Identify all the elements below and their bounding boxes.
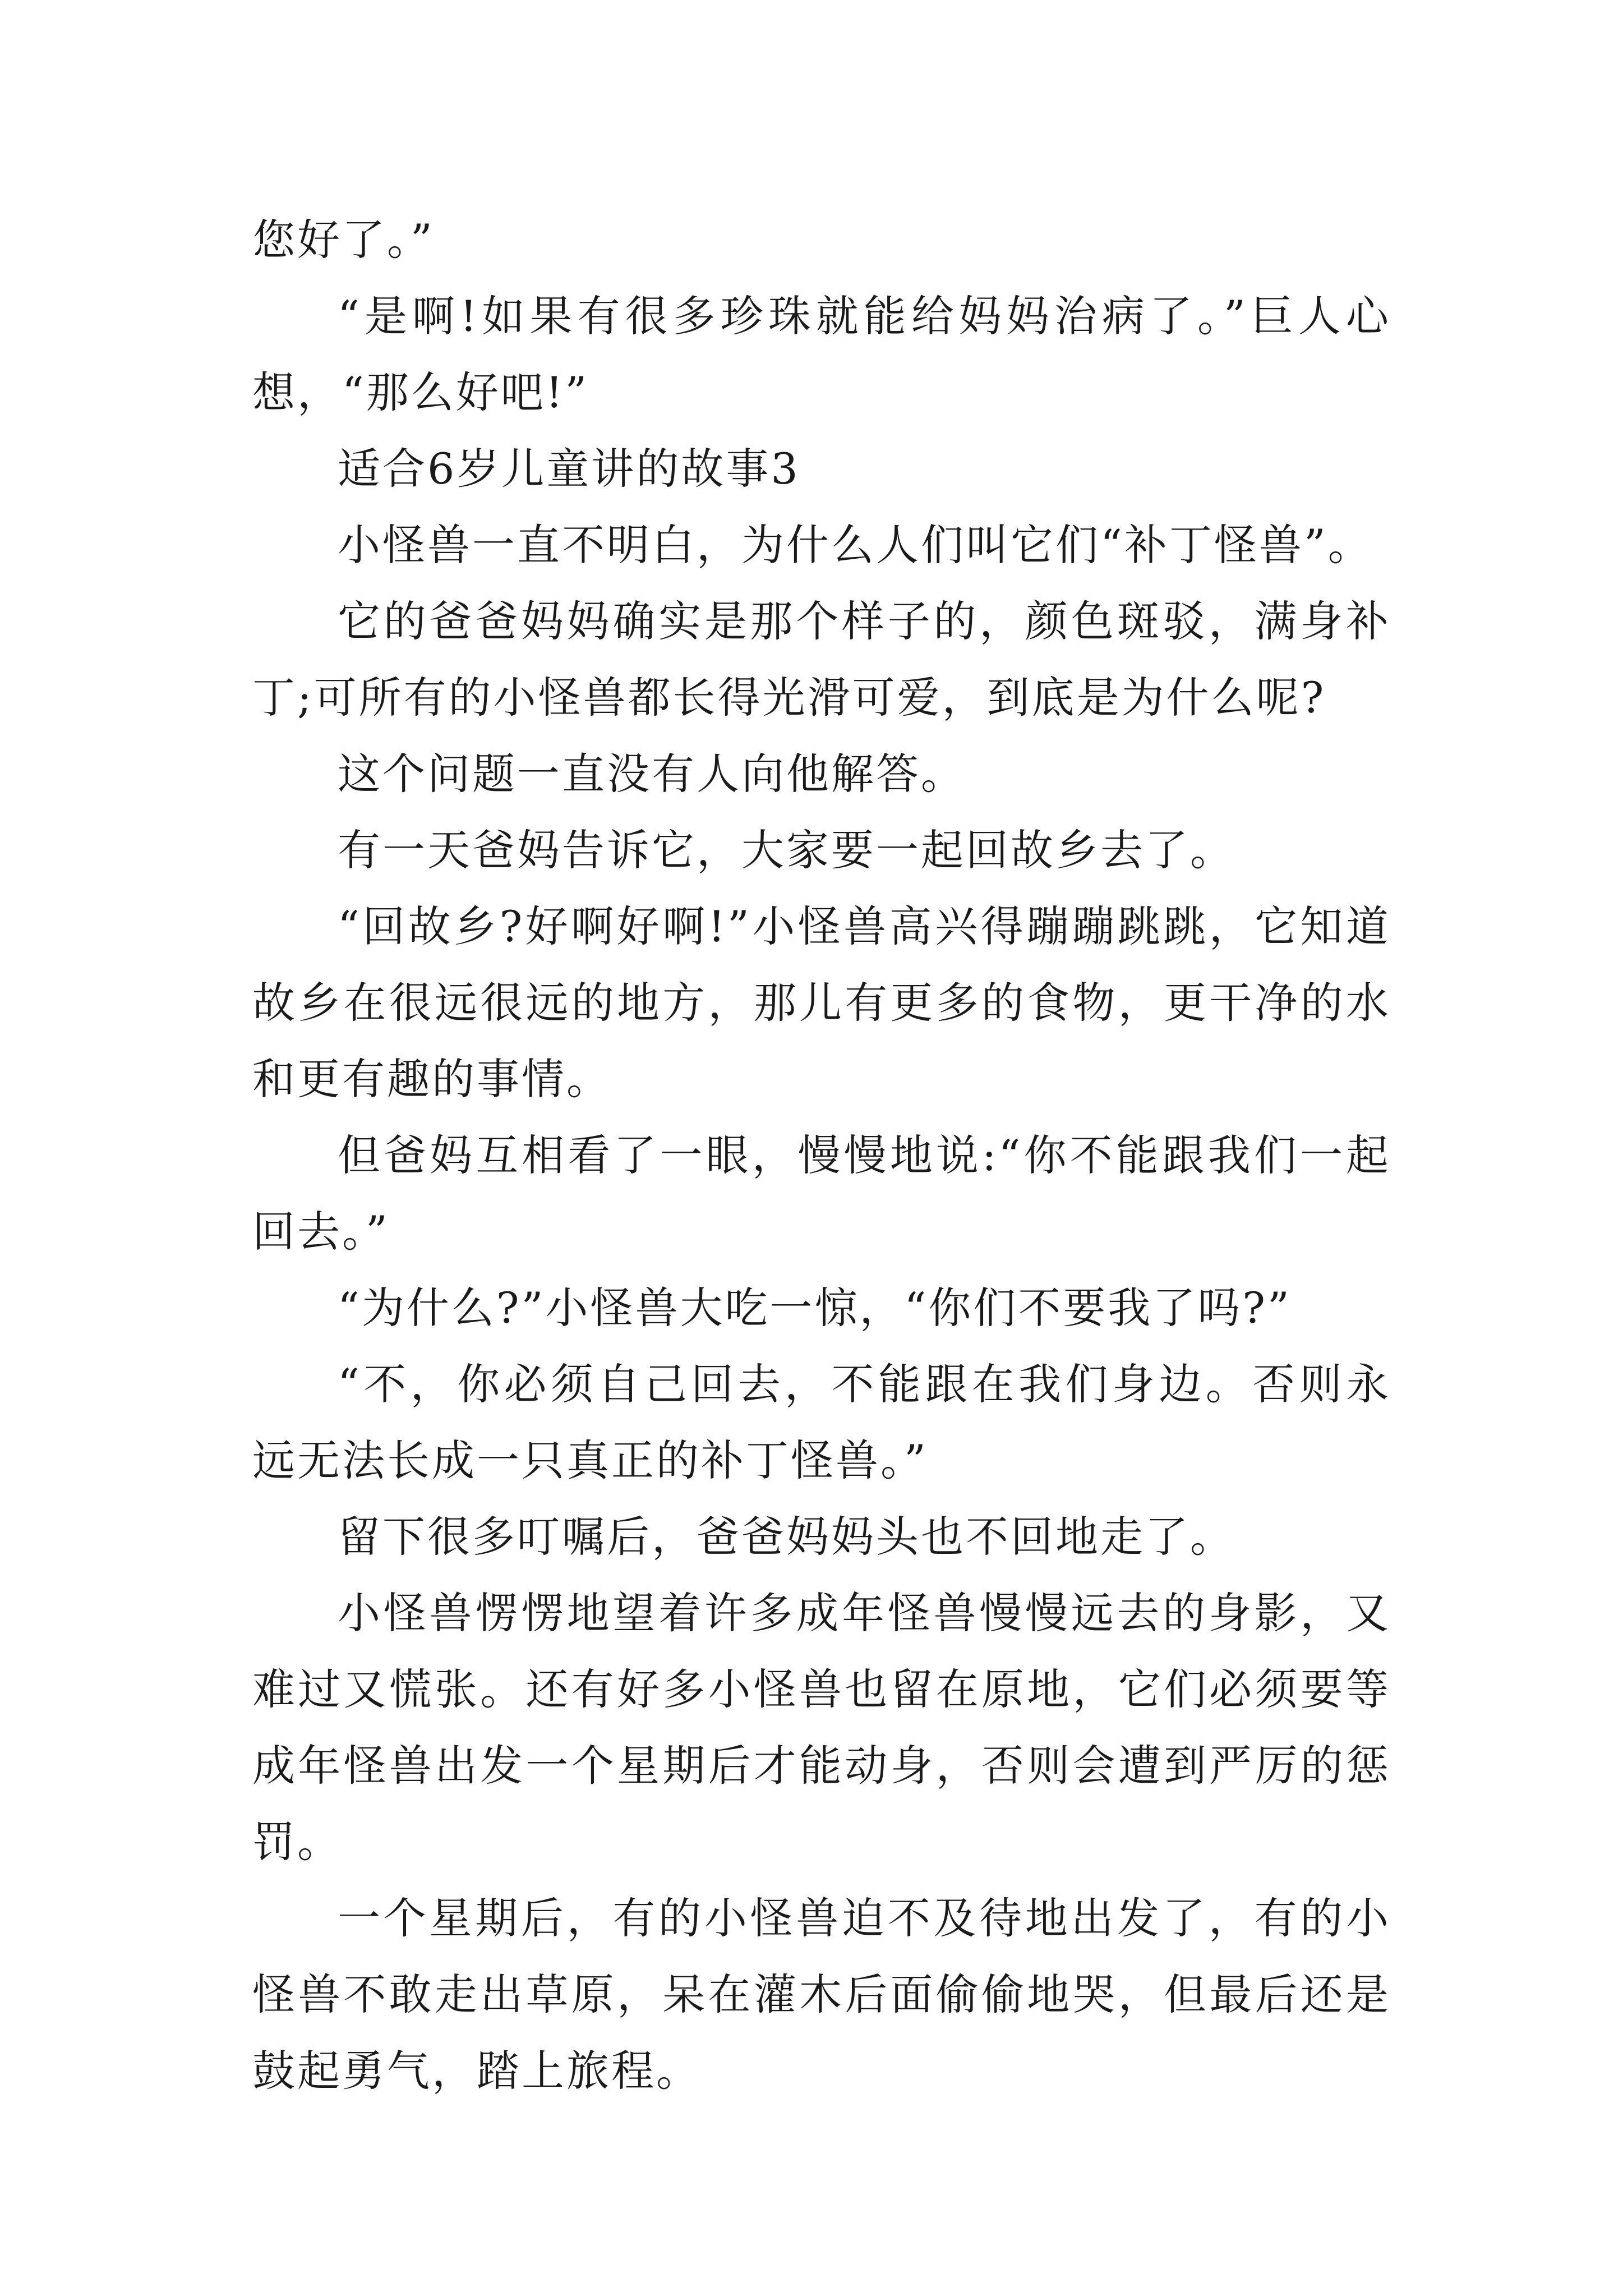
paragraph: “为什么?”小怪兽大吃一惊，“你们不要我了吗?”: [338, 1283, 1292, 1333]
paragraph: 这个问题一直没有人向他解答。: [338, 749, 966, 799]
paragraph: 您好了。”: [252, 215, 435, 265]
paragraph: 有一天爸妈告诉它，大家要一起回故乡去了。: [338, 825, 1235, 875]
paragraph: “不，你必须自己回去，不能跟在我们身边。否则永远无法长成一只真正的补丁怪兽。”: [252, 1359, 1391, 1485]
paragraph: 小怪兽愣愣地望着许多成年怪兽慢慢远去的身影，又难过又慌张。还有好多小怪兽也留在原地，它们必须要等成年怪兽出发一个星期后才能动身，否则会遭到严厉的惩罚。: [252, 1588, 1391, 1867]
paragraph: 小怪兽一直不明白，为什么人们叫它们“补丁怪兽”。: [338, 520, 1373, 570]
paragraph: 留下很多叮嘱后，爸爸妈妈头也不回地走了。: [338, 1512, 1235, 1562]
paragraph: “回故乡?好啊好啊!”小怪兽高兴得蹦蹦跳跳，它知道故乡在很远很远的地方，那儿有更多的食物，更干净的水和更有趣的事情。: [252, 901, 1391, 1104]
paragraph: “是啊!如果有很多珍珠就能给妈妈治病了。”巨人心想，“那么好吧!”: [252, 291, 1391, 417]
section-heading: 适合6岁儿童讲的故事3: [338, 444, 800, 494]
paragraph: 但爸妈互相看了一眼，慢慢地说:“你不能跟我们一起回去。”: [252, 1130, 1391, 1257]
paragraph: 一个星期后，有的小怪兽迫不及待地出发了，有的小怪兽不敢走出草原，呆在灌木后面偷偷地哭，但最后还是鼓起勇气，踏上旅程。: [252, 1893, 1391, 2096]
paragraph: 它的爸爸妈妈确实是那个样子的，颜色斑驳，满身补丁;可所有的小怪兽都长得光滑可爱，到底是为什么呢?: [252, 596, 1391, 723]
story-body: [252, 202, 1391, 2109]
